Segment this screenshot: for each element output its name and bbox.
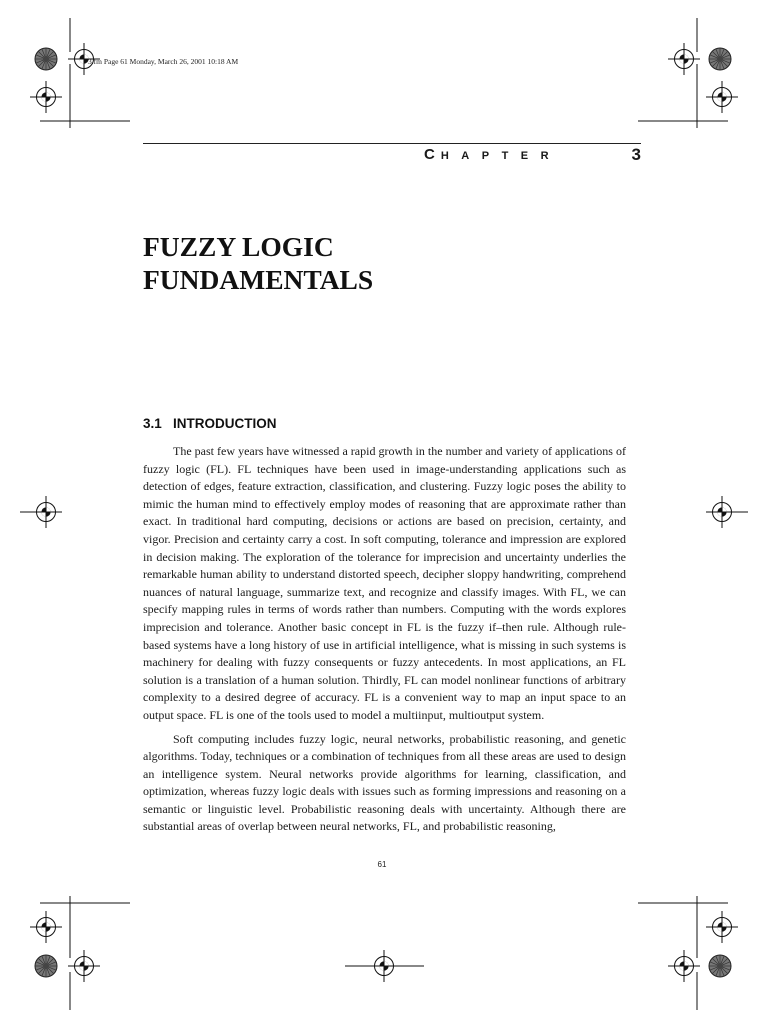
registration-mark-top-right-a bbox=[668, 43, 700, 75]
registration-mark-middle-right bbox=[706, 496, 738, 528]
section-heading bbox=[143, 416, 277, 431]
chapter-title-line-2: FUNDAMENTALS bbox=[143, 264, 374, 295]
registration-mark-top-right-b bbox=[706, 81, 738, 113]
color-target-top-right bbox=[709, 48, 731, 70]
paragraph-2: Soft computing includes fuzzy logic, neural networks, probabilistic reasoning, and genetic algorithms. Today, techniques or a combination of techniques from all these areas are used to design an intelligence system. Neural networks provide algorithms for learning, classification, and optimization, whereas fuzzy logic deals with issues such as forming impressions and reasoning on a semantic or linguistic level. Probabilistic reasoning deals with uncertainty. Although there are substantial areas of overlap between neural networks, FL, and probabilistic reasoning, bbox=[143, 731, 626, 834]
chapter-label bbox=[424, 146, 561, 163]
chapter-header bbox=[424, 146, 641, 170]
color-target-bottom-right bbox=[709, 955, 731, 977]
registration-mark-top-left-b bbox=[30, 81, 62, 113]
chapter-number: 3 bbox=[631, 145, 641, 164]
registration-mark-bottom-left-a bbox=[30, 911, 62, 943]
registration-mark-bottom-left-b bbox=[68, 950, 100, 982]
registration-mark-bottom-center bbox=[368, 950, 400, 982]
chapter-label-initial: C bbox=[424, 146, 435, 163]
section-title: INTRODUCTION bbox=[173, 416, 277, 431]
registration-mark-middle-left bbox=[30, 496, 62, 528]
chapter-title bbox=[143, 230, 641, 296]
paragraph-1: The past few years have witnessed a rapid growth in the number and variety of applications of fuzzy logic (FL). FL techniques have been used in image-understanding applications such as detection of edges, feature extraction, classification, and clustering. Fuzzy logic poses the ability to mimic the human mind to effectively employ modes of reasoning that are approximate rather than exact. In traditional hard computing, decisions or actions are based on precision, certainty, and vigor. Precision and certainty carry a cost. In soft computing, tolerance and impression are explored in decision making. The exploration of the tolerance for imprecision and uncertainty underlies the remarkable human ability to understand distorted speech, decipher sloppy handwriting, comprehend nuances of natural language, summarize text, and recognize and classify images. With FL, we can specify mapping rules in terms of words rather than numbers. Computing with the words explores imprecision and tolerance. Another basic concept in FL is the fuzzy if–then rule. Although rule-based systems have a long history of use in artificial intelligence, what is missing in such systems is machinery for dealing with fuzzy consequents or fuzzy antecedents. In most applications, an FL solution is a translation of a human solution. Thirdly, FL can model nonlinear functions of arbitrary complexity to a desired degree of accuracy. FL is a convenient way to map an input space to an output space. FL is one of the tools used to model a multiinput, multioutput system. bbox=[143, 444, 626, 722]
registration-mark-bottom-right-a bbox=[706, 911, 738, 943]
color-target-top-left bbox=[35, 48, 57, 70]
registration-mark-bottom-right-b bbox=[668, 950, 700, 982]
chapter-title-line-1: FUZZY LOGIC bbox=[143, 231, 334, 262]
chapter-label-rest: HAPTER bbox=[440, 150, 562, 162]
section-number: 3.1 bbox=[143, 416, 162, 431]
print-slug-line: 3.fm Page 61 Monday, March 26, 2001 10:18 AM bbox=[88, 57, 239, 66]
chapter-rule bbox=[143, 143, 641, 144]
page-number: 61 bbox=[377, 860, 387, 869]
color-target-bottom-left bbox=[35, 955, 57, 977]
page-number-footer bbox=[0, 860, 768, 869]
body-text bbox=[143, 443, 626, 842]
